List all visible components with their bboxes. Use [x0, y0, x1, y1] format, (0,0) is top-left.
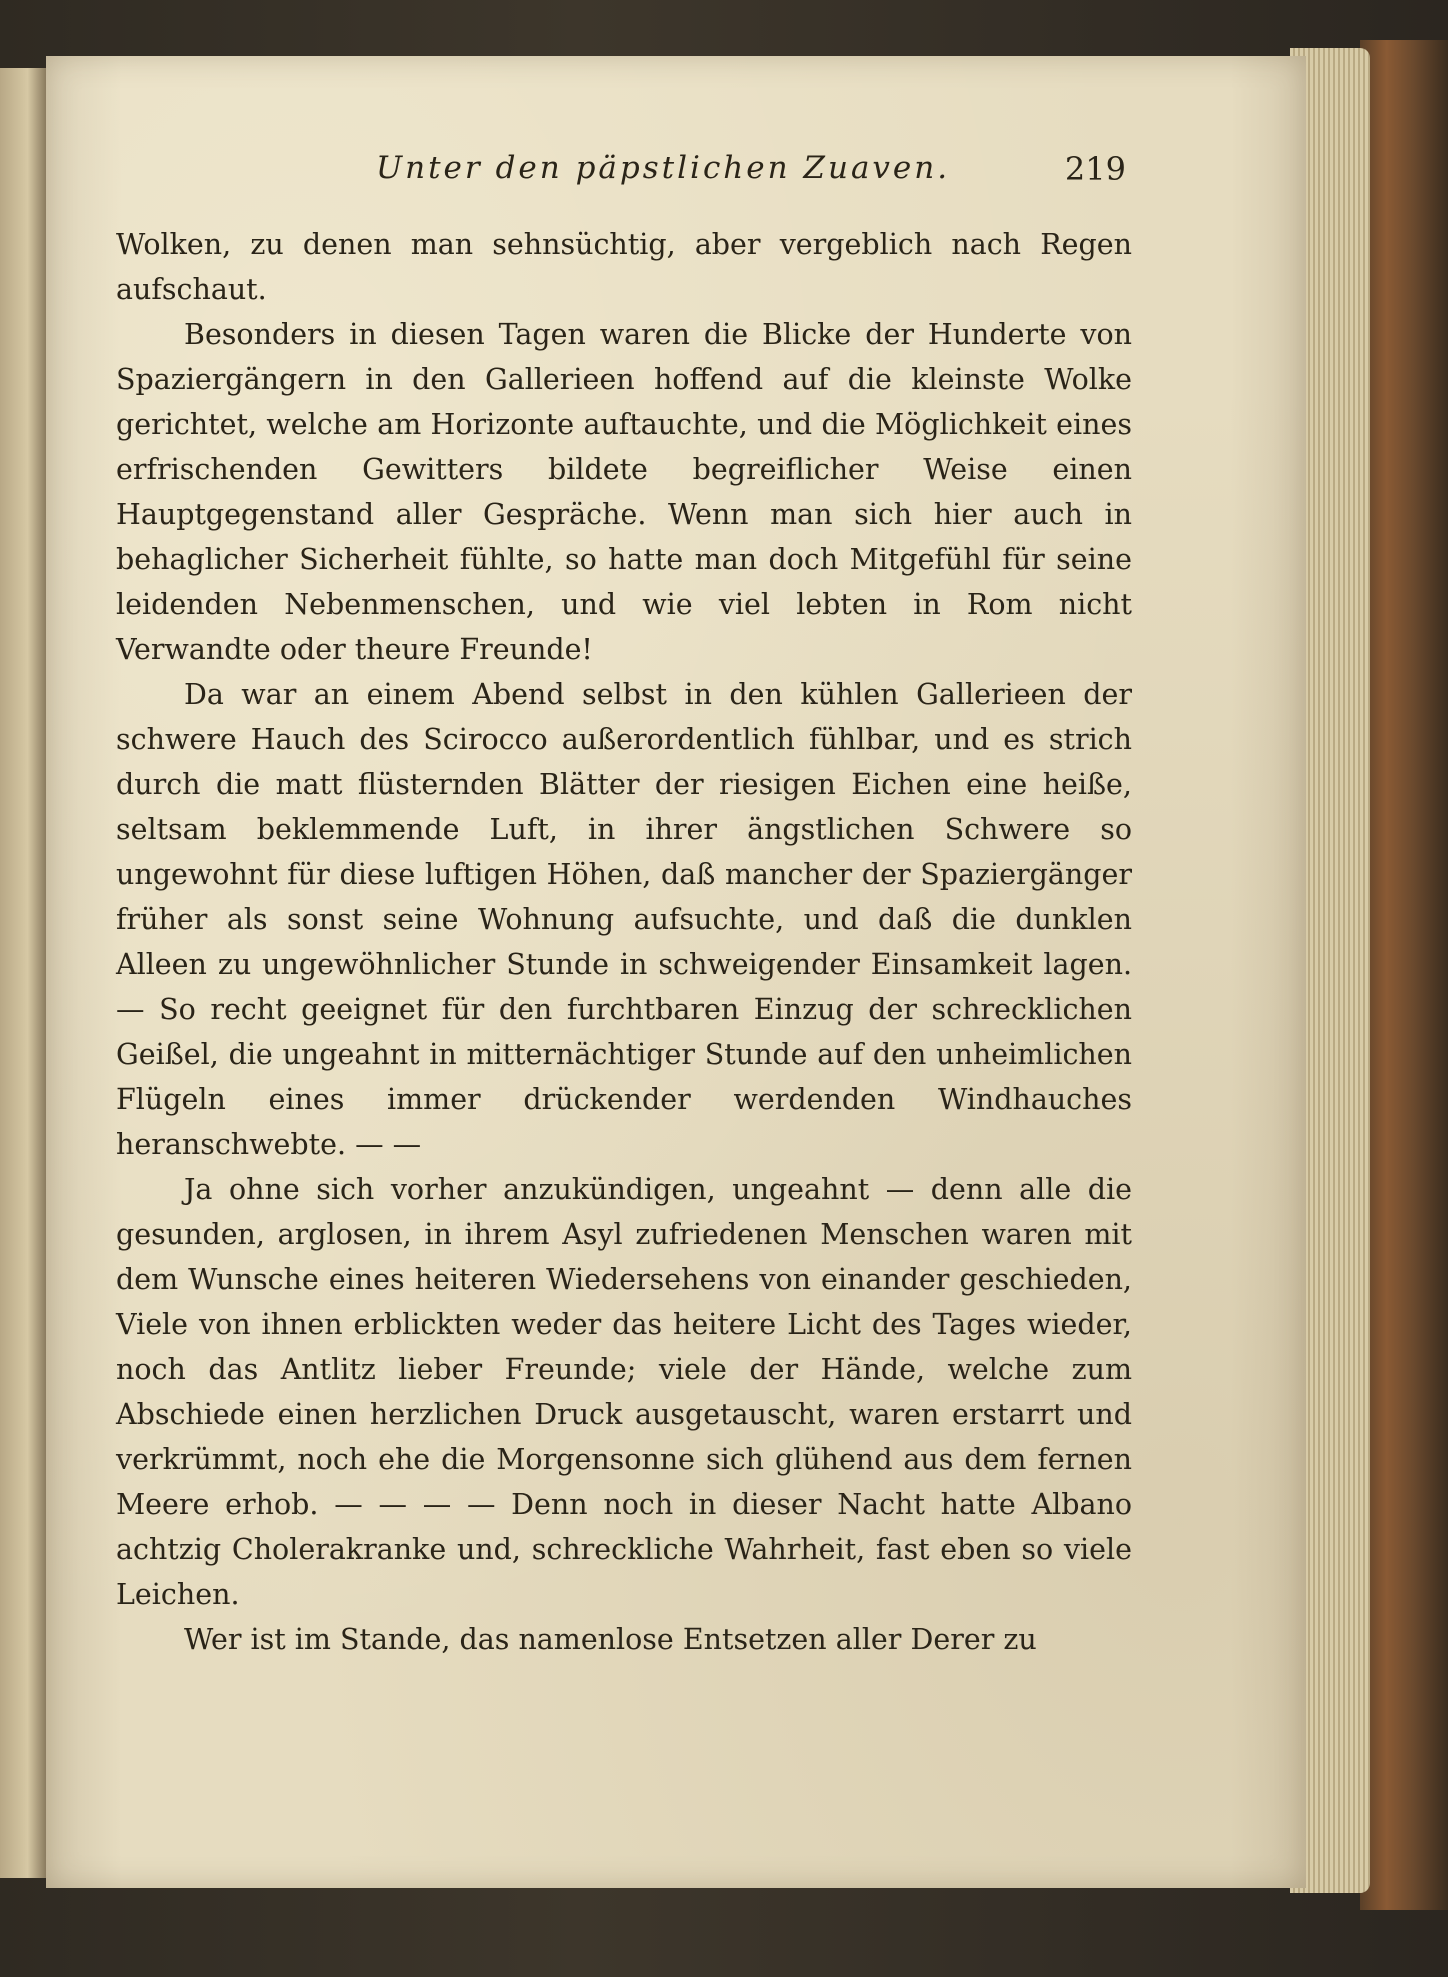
paragraph-4: Ja ohne sich vorher anzukündigen, ungeahnt — denn alle die gesunden, arglosen, in ihrem Asyl zufriedenen Menschen waren mit dem Wunsche eines heiteren Wiedersehens von einander geschieden, Viele von ihnen erblickten weder das heitere Licht des Tages wieder, noch das Antlitz lieber Freunde; viele der Hände, welche zum Abschiede einen herzlichen Druck ausgetauscht, waren erstarrt und verkrümmt, noch ehe die Morgensonne sich glühend aus dem fernen Meere erhob. — — — — Denn noch in dieser Nacht hatte Albano achtzig Cholerakranke und, schreckliche Wahrheit, fast eben so viele Leichen.	[116, 1173, 1132, 1611]
book-spine-edge	[1360, 40, 1448, 1910]
paragraph-3: Da war an einem Abend selbst in den kühlen Gallerieen der schwere Hauch des Scirocco außerordentlich fühlbar, und es strich durch die matt flüsternden Blätter der riesigen Eichen eine heiße, seltsam beklemmende Luft, in ihrer ängstlichen Schwere so ungewohnt für diese luftigen Höhen, daß mancher der Spaziergänger früher als sonst seine Wohnung aufsuchte, und daß die dunklen Alleen zu ungewöhnlicher Stunde in schweigender Einsamkeit lagen. — So recht geeignet für den furchtbaren Einzug der schrecklichen Geißel, die ungeahnt in mitternächtiger Stunde auf den unheimlichen Flügeln eines immer drückender werdenden Windhauches heranschwebte. — —	[116, 678, 1132, 1161]
paragraph-1: Wolken, zu denen man sehnsüchtig, aber vergeblich nach Regen aufschaut.	[116, 228, 1132, 306]
running-title: Unter den päpstlichen Zuaven.	[376, 150, 951, 186]
page-number: 219	[1064, 150, 1126, 188]
left-page-edge	[0, 68, 46, 1878]
body-text	[116, 222, 1132, 1662]
paragraph-5: Wer ist im Stande, das namenlose Entsetzen aller Derer zu	[184, 1623, 1037, 1656]
page-header	[116, 150, 1126, 200]
paragraph-2: Besonders in diesen Tagen waren die Blicke der Hunderte von Spaziergängern in den Gallerieen hoffend auf die kleinste Wolke gerichtet, welche am Horizonte auftauchte, und die Möglichkeit eines erfrischenden Gewitters bildete begreiflicher Weise einen Hauptgegenstand aller Gespräche. Wenn man sich hier auch in behaglicher Sicherheit fühlte, so hatte man doch Mitgefühl für seine leidenden Nebenmenschen, und wie viel lebten in Rom nicht Verwandte oder theure Freunde!	[116, 318, 1132, 666]
